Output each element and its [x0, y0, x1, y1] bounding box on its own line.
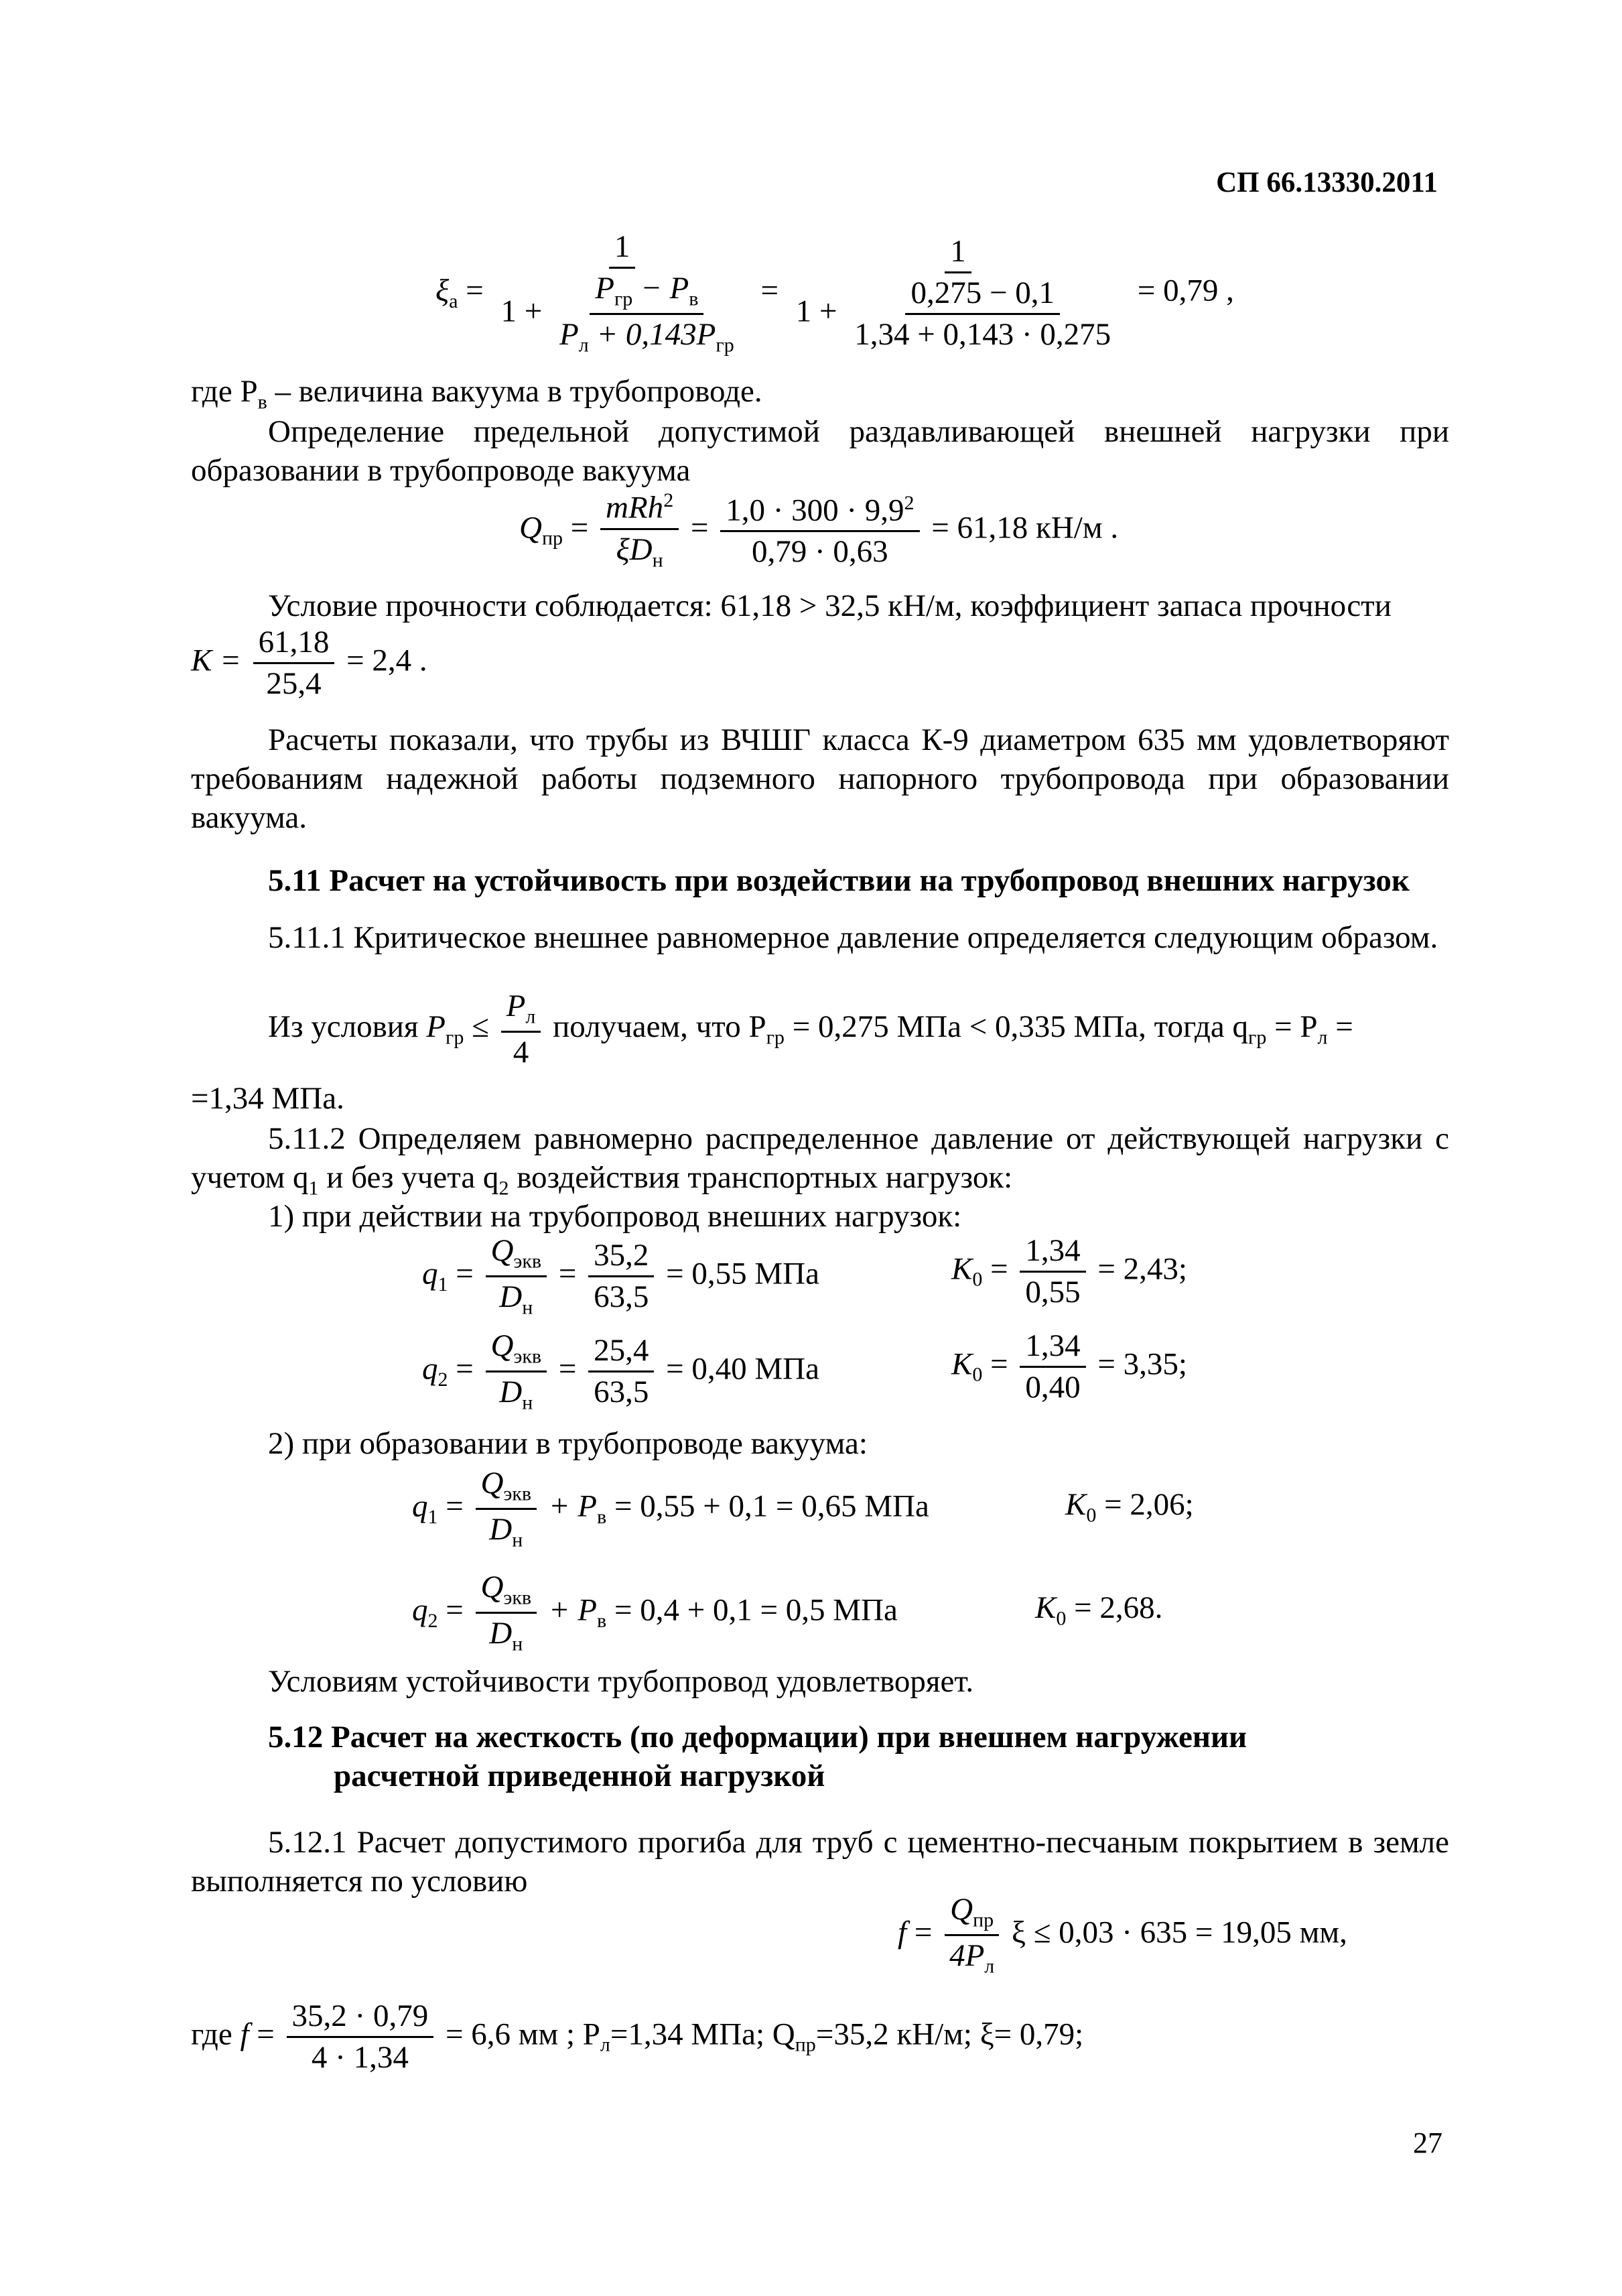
paragraph-stability: Условиям устойчивости трубопровод удовлетворяет.: [268, 1664, 974, 1699]
equation-k0-1: $K_0$ = $\frac{1,34}{0,55}$ = 2,43;: [951, 1233, 1187, 1310]
condition-line: Из условия $P_{гр}$ ≤ $\frac{P_л}{4}$ получаем, что $P_{гр} = 0,275$ МПа < 0,335 МПа, тогда $q_{гр} = P_л$ =: [268, 988, 1353, 1070]
paragraph-strength: Условие прочности соблюдается: 61,18 > 32,5 кН/м, коэффициент запаса прочности: [268, 588, 1392, 623]
paragraph-5-11-2: 5.11.2 Определяем равномерно распределенное давление от действующей нагрузки с учетом $q_1$ и без учета $q_2$ воздействия транспортных нагрузок:: [191, 1121, 1449, 1200]
equation-q-pr: $Q_{пр}$ = $\frac{mRh^2}{\xi D_н}$ = $\frac{1,0 \cdot 300 \cdot 9,9^2}{0,79 \cdot 0,63}$ = 61,18 кН/м .: [519, 489, 1119, 572]
equation-xi-a: $\xi_а$ = 1 1 + $\frac{P_{гр} - P_в}{P_л + 0,143P_{гр}}$ = 1 1 + $\frac{0,275 - 0,1}{1,34 + 0,143 \cdot 0,275}$ = 0,79 ,: [435, 229, 1234, 357]
page-number: 27: [1413, 2126, 1442, 2159]
section-heading-5-12: 5.12 Расчет на жесткость (по деформации) при внешнем нагружении расчетной приведенной нагрузкой: [268, 1720, 1247, 1793]
section-heading-5-11: 5.11 Расчет на устойчивость при воздействии на трубопровод внешних нагрузок: [268, 863, 1410, 898]
document-code: СП 66.13330.2011: [1216, 167, 1438, 198]
equation-k0-3: $K_0 = 2,06$;: [1065, 1487, 1194, 1527]
paragraph-vacuum: где $P_в$ – величина вакуума в трубопроводе.: [191, 374, 762, 413]
paragraph-5-11-1: 5.11.1 Критическое внешнее равномерное давление определяется следующим образом.: [268, 920, 1438, 955]
equation-q1-vacuum: $q_1$ = $\frac{Q_{экв}}{D_н}$ + $P_в = 0,55 + 0,1 = 0,65$ МПа: [412, 1466, 929, 1551]
equation-q1-loads: $q_1$ = $\frac{Q_{экв}}{D_н}$ = $\frac{35,2}{63,5}$ = 0,55 МПа: [422, 1233, 819, 1319]
fraction-symbolic: 1 1 + $\frac{P_{гр} - P_в}{P_л + 0,143P_{гр}}$: [500, 229, 734, 357]
equation-f: f = $\frac{Q_{пр}}{4P_л}$ ξ ≤ 0,03 · 635 = 19,05 мм,: [898, 1892, 1347, 1978]
paragraph-condition-cont: =1,34 МПа.: [191, 1081, 344, 1116]
equation-f-value: где f = $\frac{35,2 \cdot 0,79}{4 \cdot 1,34}$ = 6,6 мм ; $P_л=1,34$ МПа; $Q_{пр}=35,2$ кН/м; ξ= 0,79;: [191, 1998, 1084, 2075]
equation-k: K = $\frac{61,18}{25,4}$ = 2,4 .: [191, 625, 427, 701]
paragraph-definition: Определение предельной допустимой раздавливающей внешней нагрузки при образовании в трубопроводе вакуума: [191, 414, 1449, 488]
list-item-1: 1) при действии на трубопровод внешних нагрузок:: [268, 1199, 962, 1234]
fraction-numeric: 1 1 + $\frac{0,275 - 0,1}{1,34 + 0,143 \cdot 0,275}$: [795, 234, 1111, 353]
paragraph-5-12-1: 5.12.1 Расчет допустимого прогиба для труб с цементно-песчаным покрытием в земле выполняется по условию: [191, 1825, 1449, 1899]
paragraph-results: Расчеты показали, что трубы из ВЧШГ класса К-9 диаметром 635 мм удовлетворяют требованиям надежной работы подземного напорного трубопровода при образовании вакуума.: [191, 722, 1449, 835]
equation-k0-2: $K_0$ = $\frac{1,34}{0,40}$ = 3,35;: [951, 1328, 1187, 1405]
equation-k0-4: $K_0 = 2,68$.: [1035, 1590, 1163, 1630]
equation-q2-vacuum: $q_2$ = $\frac{Q_{экв}}{D_н}$ + $P_в = 0,4 + 0,1 = 0,5$ МПа: [412, 1570, 898, 1655]
equation-q2-loads: $q_2$ = $\frac{Q_{экв}}{D_н}$ = $\frac{25,4}{63,5}$ = 0,40 МПа: [422, 1328, 819, 1414]
list-item-2: 2) при образовании в трубопроводе вакуума:: [268, 1426, 868, 1461]
